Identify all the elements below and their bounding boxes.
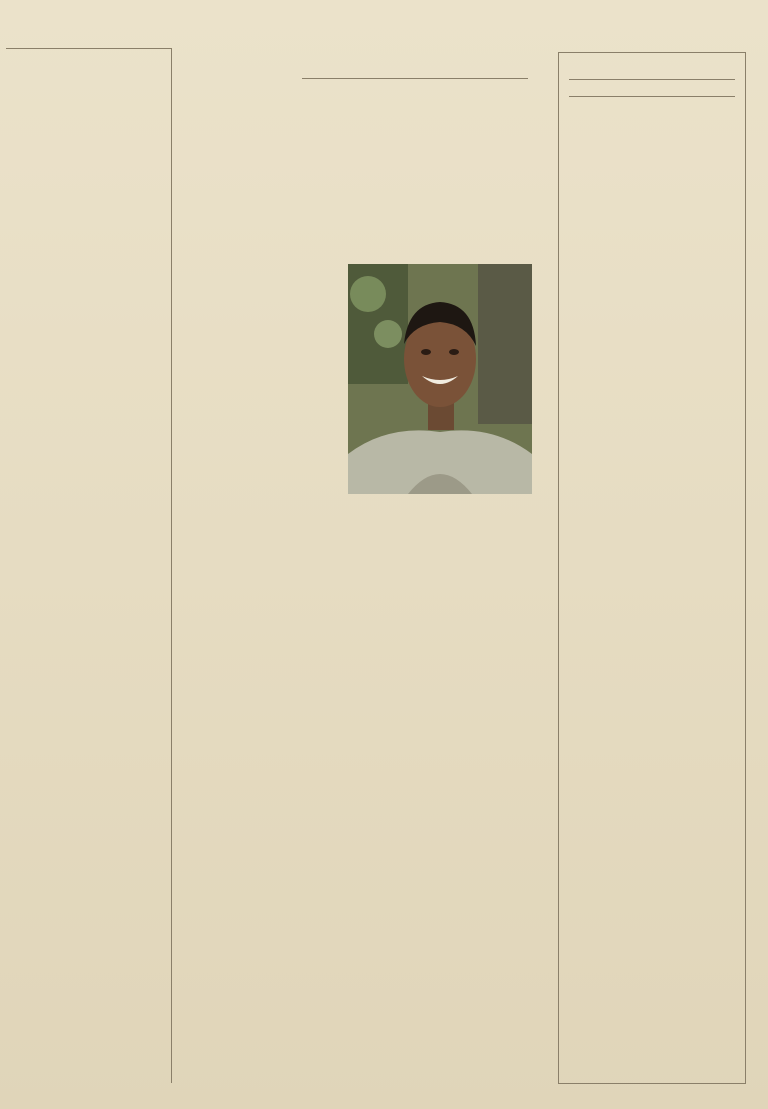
- author-portrait-graphic: [348, 264, 532, 494]
- comic-rule: [569, 96, 735, 97]
- section-rule: [302, 78, 528, 79]
- author-photo: [348, 264, 532, 494]
- masthead-column: [6, 48, 172, 1083]
- contents-column: [558, 52, 746, 1084]
- article-column: [184, 48, 546, 1088]
- special-section-note: [569, 79, 735, 88]
